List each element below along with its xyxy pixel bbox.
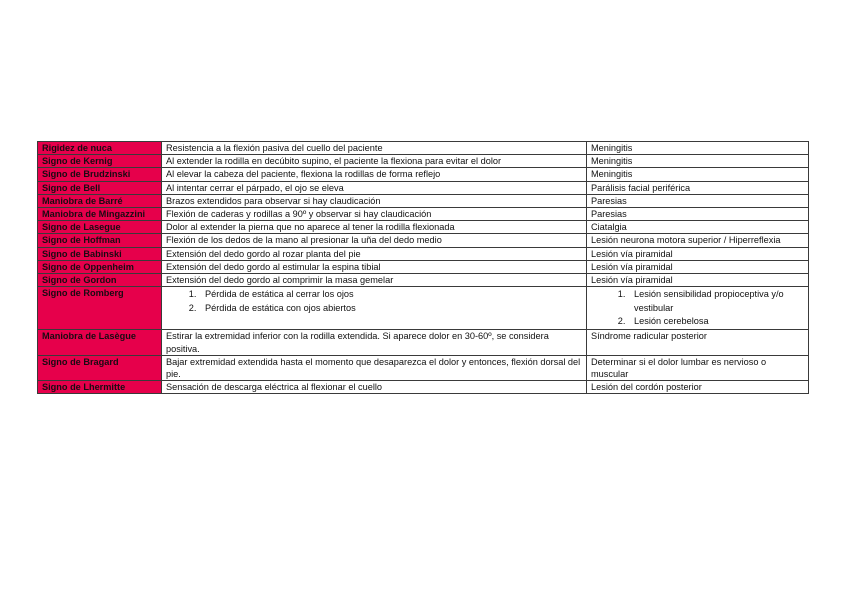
sign-name-cell: Signo de Bell [38,181,162,194]
description-cell: Estirar la extremidad inferior con la rodilla extendida. Si aparece dolor en 30-60º, se considera positiva. [162,330,587,355]
finding-cell: Meningitis [587,168,809,181]
description-cell: Sensación de descarga eléctrica al flexionar el cuello [162,381,587,394]
table-row [38,168,809,181]
finding-cell: Meningitis [587,155,809,168]
neuro-signs-table [37,141,809,394]
description-cell: Flexión de caderas y rodillas a 90º y observar si hay claudicación [162,208,587,221]
finding-cell: Determinar si el dolor lumbar es nervioso o muscular [587,355,809,380]
table-row [38,381,809,394]
table-row [38,221,809,234]
list-item: 2. Pérdida de estática con ojos abiertos [199,302,583,315]
list-item: 2. Lesión cerebelosa [628,315,805,328]
sign-name-cell: Maniobra de Mingazzini [38,208,162,221]
table-row-romberg [38,287,809,330]
finding-cell: Paresias [587,208,809,221]
description-cell: Bajar extremidad extendida hasta el momento que desaparezca el dolor y entonces, flexión dorsal del pie. [162,355,587,380]
description-cell: Extensión del dedo gordo al estimular la espina tibial [162,260,587,273]
finding-cell: Lesión vía piramidal [587,247,809,260]
sign-name-cell: Maniobra de Lasègue [38,330,162,355]
table-row [38,260,809,273]
table-row [38,142,809,155]
table-row [38,330,809,355]
finding-cell: Paresias [587,194,809,207]
table-row [38,274,809,287]
sign-name-cell: Signo de Bragard [38,355,162,380]
description-cell: Flexión de los dedos de la mano al presionar la uña del dedo medio [162,234,587,247]
table-row [38,155,809,168]
finding-cell: Ciatalgia [587,221,809,234]
description-cell: Extensión del dedo gordo al rozar planta del pie [162,247,587,260]
sign-name-cell: Signo de Brudzinski [38,168,162,181]
sign-name-cell: Signo de Gordon [38,274,162,287]
sign-name-cell: Maniobra de Barré [38,194,162,207]
finding-cell: Lesión vía piramidal [587,260,809,273]
sign-name-cell: Rigidez de nuca [38,142,162,155]
description-cell: Dolor al extender la pierna que no aparece al tener la rodilla flexionada [162,221,587,234]
description-cell: Brazos extendidos para observar si hay claudicación [162,194,587,207]
table-row [38,234,809,247]
finding-cell: Lesión neurona motora superior / Hiperreflexia [587,234,809,247]
sign-name-cell: Signo de Oppenheim [38,260,162,273]
table-row [38,194,809,207]
table-body [38,142,809,394]
description-cell [162,287,587,330]
finding-cell: Lesión vía piramidal [587,274,809,287]
finding-cell: Síndrome radicular posterior [587,330,809,355]
finding-cell: Lesión del cordón posterior [587,381,809,394]
description-cell: Resistencia a la flexión pasiva del cuello del paciente [162,142,587,155]
table-row [38,208,809,221]
description-cell: Al extender la rodilla en decúbito supino, el paciente la flexiona para evitar el dolor [162,155,587,168]
sign-name-cell: Signo de Kernig [38,155,162,168]
list-item: 1. Lesión sensibilidad propioceptiva y/o vestibular [628,288,805,315]
sign-name-cell: Signo de Romberg [38,287,162,330]
romberg-findings-list [591,288,805,328]
table-row [38,181,809,194]
description-cell: Extensión del dedo gordo al comprimir la masa gemelar [162,274,587,287]
sign-name-cell: Signo de Lhermitte [38,381,162,394]
sign-name-cell: Signo de Lasegue [38,221,162,234]
sign-name-cell: Signo de Hoffman [38,234,162,247]
finding-cell: Meningitis [587,142,809,155]
list-item: 1. Pérdida de estática al cerrar los ojos [199,288,583,301]
sign-name-cell: Signo de Babinski [38,247,162,260]
description-cell: Al elevar la cabeza del paciente, flexiona la rodillas de forma reflejo [162,168,587,181]
romberg-steps-list [166,288,583,315]
table-row [38,247,809,260]
finding-cell [587,287,809,330]
description-cell: Al intentar cerrar el párpado, el ojo se eleva [162,181,587,194]
finding-cell: Parálisis facial periférica [587,181,809,194]
table-row [38,355,809,380]
